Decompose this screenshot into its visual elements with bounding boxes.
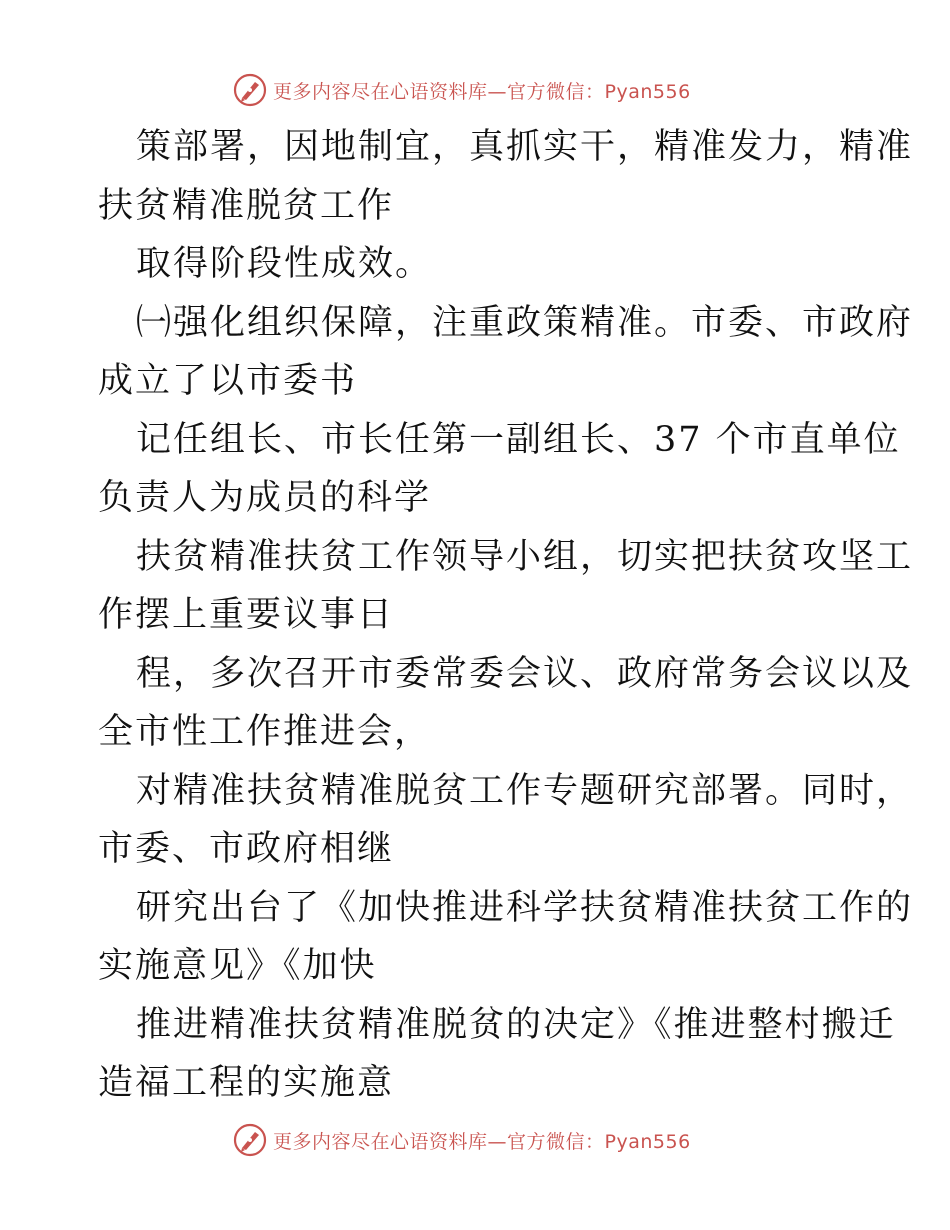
text-line: 取得阶段性成效。 xyxy=(136,244,433,284)
pen-logo-icon xyxy=(233,73,267,107)
text-line: 记任组长、市长任第一副组长、37 个市直单位 xyxy=(136,419,901,460)
text-line: 策部署，因地制宜，真抓实干，精准发力，精准 xyxy=(136,127,914,167)
text-line: 市委、市政府相继 xyxy=(98,829,395,869)
footer-watermark xyxy=(233,1123,713,1157)
text-line: 对精准扶贫精准脱贫工作专题研究部署。同时， xyxy=(136,770,914,811)
watermark-text: 更多内容尽在心语资料库—官方微信：Pyan556 xyxy=(273,1130,691,1153)
text-line: 负责人为成员的科学 xyxy=(98,478,432,518)
header-watermark xyxy=(233,73,713,107)
text-line: 实施意见》《加快 xyxy=(98,946,377,986)
body-text xyxy=(98,118,914,1113)
watermark-text: 更多内容尽在心语资料库—官方微信：Pyan556 xyxy=(273,80,691,103)
text-line: 作摆上重要议事日 xyxy=(98,595,395,635)
pen-logo-icon xyxy=(233,1123,267,1157)
text-line: 扶贫精准扶贫工作领导小组，切实把扶贫攻坚工 xyxy=(136,536,914,577)
text-line: 全市性工作推进会， xyxy=(98,712,432,752)
text-line: 推进精准扶贫精准脱贫的决定》《推进整村搬迁 xyxy=(136,1004,896,1045)
text-line: 成立了以市委书 xyxy=(98,361,358,401)
text-line: 扶贫精准脱贫工作 xyxy=(98,185,395,226)
text-line: ㈠强化组织保障，注重政策精准。市委、市政府 xyxy=(136,302,914,343)
text-line: 程，多次召开市委常委会议、政府常务会议以及 xyxy=(136,653,914,694)
text-line: 研究出台了《加快推进科学扶贫精准扶贫工作的 xyxy=(136,887,914,928)
text-line: 造福工程的实施意 xyxy=(98,1063,395,1103)
